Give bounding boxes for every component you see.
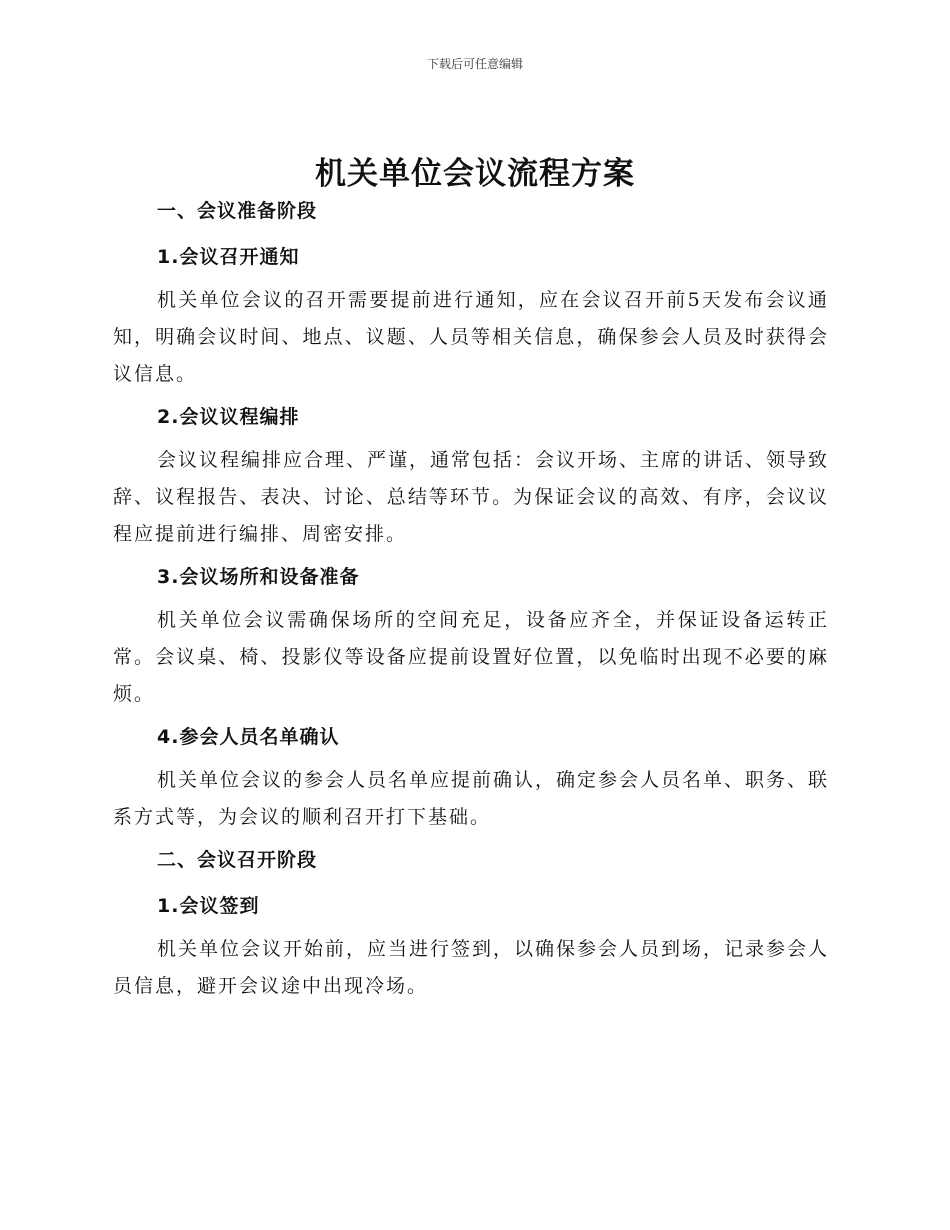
subheading-sign-in: 1.会议签到 — [157, 895, 260, 917]
subheading-attendee-list: 4.参会人员名单确认 — [157, 726, 340, 748]
subheading-venue-equipment: 3.会议场所和设备准备 — [157, 566, 360, 588]
paragraph-sign-in: 机关单位会议开始前，应当进行签到，以确保参会人员到场，记录参会人员信息，避开会议途中出现冷场。 — [113, 938, 830, 997]
paragraph-meeting-notice: 机关单位会议的召开需要提前进行通知，应在会议召开前5天发布会议通知，明确会议时间、地点、议题、人员等相关信息，确保参会人员及时获得会议信息。 — [113, 289, 829, 385]
document-title: 机关单位会议流程方案 — [315, 156, 635, 192]
section-heading-preparation: 一、会议准备阶段 — [157, 200, 318, 222]
subheading-meeting-notice: 1.会议召开通知 — [157, 246, 300, 268]
paragraph-venue-equipment: 机关单位会议需确保场所的空间充足，设备应齐全，并保证设备运转正常。会议桌、椅、投影仪等设备应提前设置好位置，以免临时出现不必要的麻烦。 — [113, 609, 829, 705]
document-body — [113, 196, 829, 1014]
paragraph-agenda: 会议议程编排应合理、严谨，通常包括：会议开场、主席的讲话、领导致辞、议程报告、表决、讨论、总结等环节。为保证会议的高效、有序，会议议程应提前进行编排、周密安排。 — [113, 449, 830, 545]
page-header-note: 下载后可任意编辑 — [426, 57, 523, 71]
paragraph-attendee-list: 机关单位会议的参会人员名单应提前确认，确定参会人员名单、职务、联系方式等，为会议的顺利召开打下基础。 — [113, 769, 830, 828]
section-heading-convening: 二、会议召开阶段 — [157, 849, 318, 871]
subheading-agenda: 2.会议议程编排 — [157, 406, 300, 428]
